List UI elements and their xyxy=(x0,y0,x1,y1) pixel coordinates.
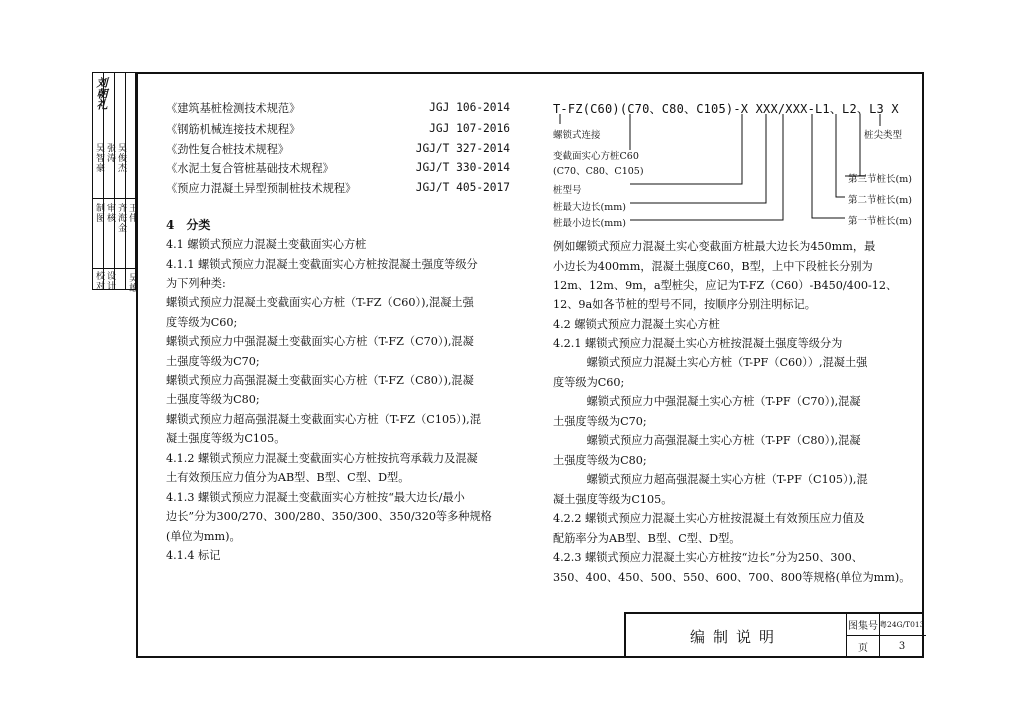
left-line: 螺锁式预应力高强混凝土变截面实心方桩（T-FZ（C80）),混凝 xyxy=(166,374,474,387)
right-line: 4.2.2 螺锁式预应力混凝土实心方桩按混凝土有效预压应力值及 xyxy=(553,512,865,525)
left-line: 螺锁式预应力超高强混凝土变截面实心方桩（T-FZ（C105）),混 xyxy=(166,413,481,426)
right-line: 螺锁式预应力超高强混凝土实心方桩（T-PF（C105）),混 xyxy=(553,473,868,486)
left-line: 4.1.1 螺锁式预应力混凝土变截面实心方桩按混凝土强度等级分 xyxy=(166,258,478,271)
left-line: 边长”分为300/270、300/280、350/300、350/320等多种规格 xyxy=(166,510,492,523)
reference-name-4: 《预应力混凝土异型预制桩技术规程》 xyxy=(166,182,357,195)
right-line: 度等级为C60; xyxy=(553,376,625,389)
drawing-title: 编制说明 xyxy=(689,627,782,646)
strip-name-4: 王伟 xyxy=(127,203,137,223)
left-line: 凝土强度等级为C105。 xyxy=(166,432,286,445)
reference-name-3: 《水泥土复合管桩基础技术规程》 xyxy=(166,162,334,175)
notation-label: 螺锁式连接 xyxy=(553,130,601,141)
right-line: 4.2 螺锁式预应力混凝土实心方桩 xyxy=(553,318,720,331)
right-line: 4.2.3 螺锁式预应力混凝土实心方桩按“边长”分为250、300、 xyxy=(553,551,863,564)
handwritten-signature: 刘朝礼 xyxy=(95,77,108,110)
strip-name-3: 吴俊杰 xyxy=(116,143,126,173)
left-line: 4.1.4 标记 xyxy=(166,549,221,562)
notation-label: 桩最小边长(mm) xyxy=(553,218,626,229)
left-line: 土强度等级为C80; xyxy=(166,393,260,406)
strip-name-2: 齐海金 xyxy=(116,203,126,233)
left-line: (单位为mm)。 xyxy=(166,530,241,543)
notation-label: 变截面实心方桩C60 xyxy=(553,151,639,162)
strip-name-5: 吴雄 xyxy=(127,273,137,293)
right-line: 配筋率分为AB型、B型、C型、D型。 xyxy=(553,532,741,545)
right-line: 12m、12m、9m，a型桩尖，应记为T-FZ（C60）-B450/400-12、 xyxy=(553,279,898,292)
signature-strip xyxy=(92,72,137,293)
reference-code-2: JGJ/T 327-2014 xyxy=(415,142,510,155)
strip-label-3: 制图 xyxy=(94,203,104,223)
strip-label-2: 审核 xyxy=(105,203,115,223)
left-line: 4.1 螺锁式预应力混凝土变截面实心方桩 xyxy=(166,238,367,251)
notation-label: 桩尖类型 xyxy=(864,130,903,141)
left-line: 4.1.2 螺锁式预应力混凝土变截面实心方桩按抗弯承载力及混凝 xyxy=(166,452,478,465)
title-block-grid xyxy=(846,614,926,658)
right-line: 凝土强度等级为C105。 xyxy=(553,493,673,506)
left-line: 土有效预压应力值分为AB型、B型、C型、D型。 xyxy=(166,471,410,484)
strip-name-1: 张涛 xyxy=(105,143,115,163)
page-label: 页 xyxy=(858,643,868,654)
left-line: 4.1.3 螺锁式预应力混凝土变截面实心方桩按“最大边长/最小 xyxy=(166,491,465,504)
right-line: 土强度等级为C80; xyxy=(553,454,647,467)
strip-label-0: 校对 xyxy=(94,271,104,291)
right-line: 例如螺锁式预应力混凝土实心变截面方桩最大边长为450mm，最 xyxy=(553,240,876,253)
reference-code-0: JGJ 106-2014 xyxy=(429,101,510,114)
right-line: 螺锁式预应力混凝土实心方桩（T-PF（C60））,混凝土强 xyxy=(553,356,868,369)
notation-label: 第一节桩长(m) xyxy=(848,216,912,227)
section-title: 4 分类 xyxy=(166,218,211,232)
atlas-number: 粤24G/T013 xyxy=(879,620,925,629)
left-line: 为下列种类: xyxy=(166,277,226,290)
right-line: 12、9a如各节桩的型号不同，按顺序分别注明标记。 xyxy=(553,298,816,311)
page-number: 3 xyxy=(898,641,906,652)
notation-label: 桩最大边长(mm) xyxy=(553,202,626,213)
strip-name-0: 吴智豪 xyxy=(94,143,104,173)
right-line: 350、400、450、500、550、600、700、800等规格(单位为mm)。 xyxy=(553,571,911,584)
reference-code-1: JGJ 107-2016 xyxy=(429,122,510,135)
left-line: 土强度等级为C70; xyxy=(166,355,260,368)
strip-label-1: 设计 xyxy=(105,271,115,291)
reference-name-2: 《劲性复合桩技术规程》 xyxy=(166,143,290,156)
right-line: 螺锁式预应力中强混凝土实心方桩（T-PF（C70）),混凝 xyxy=(553,395,861,408)
right-line: 螺锁式预应力高强混凝土实心方桩（T-PF（C80）),混凝 xyxy=(553,434,861,447)
title-block xyxy=(624,612,924,658)
notation-label: 第二节桩长(m) xyxy=(848,195,912,206)
reference-code-4: JGJ/T 405-2017 xyxy=(415,181,510,194)
notation-label: 桩型号 xyxy=(553,185,582,196)
left-line: 螺锁式预应力混凝土变截面实心方桩（T-FZ（C60）),混凝土强 xyxy=(166,296,474,309)
left-line: 螺锁式预应力中强混凝土变截面实心方桩（T-FZ（C70）),混凝 xyxy=(166,335,474,348)
notation-label: 第三节桩长(m) xyxy=(848,174,912,185)
reference-code-3: JGJ/T 330-2014 xyxy=(415,161,510,174)
reference-name-1: 《钢筋机械连接技术规程》 xyxy=(166,123,301,136)
right-line: 4.2.1 螺锁式预应力混凝土实心方桩按混凝土强度等级分为 xyxy=(553,337,843,350)
left-line: 度等级为C60; xyxy=(166,316,238,329)
code-notation: T-FZ(C60)(C70、C80、C105)-X XXX/XXX-L1、L2、L3 X xyxy=(553,102,899,116)
notation-label: (C70、C80、C105) xyxy=(553,166,644,177)
right-line: 小边长为400mm，混凝土强度C60，B型，上中下段桩长分别为 xyxy=(553,260,873,273)
reference-name-0: 《建筑基桩检测技术规范》 xyxy=(166,102,301,115)
right-line: 土强度等级为C70; xyxy=(553,415,647,428)
atlas-label: 图集号 xyxy=(848,621,878,632)
